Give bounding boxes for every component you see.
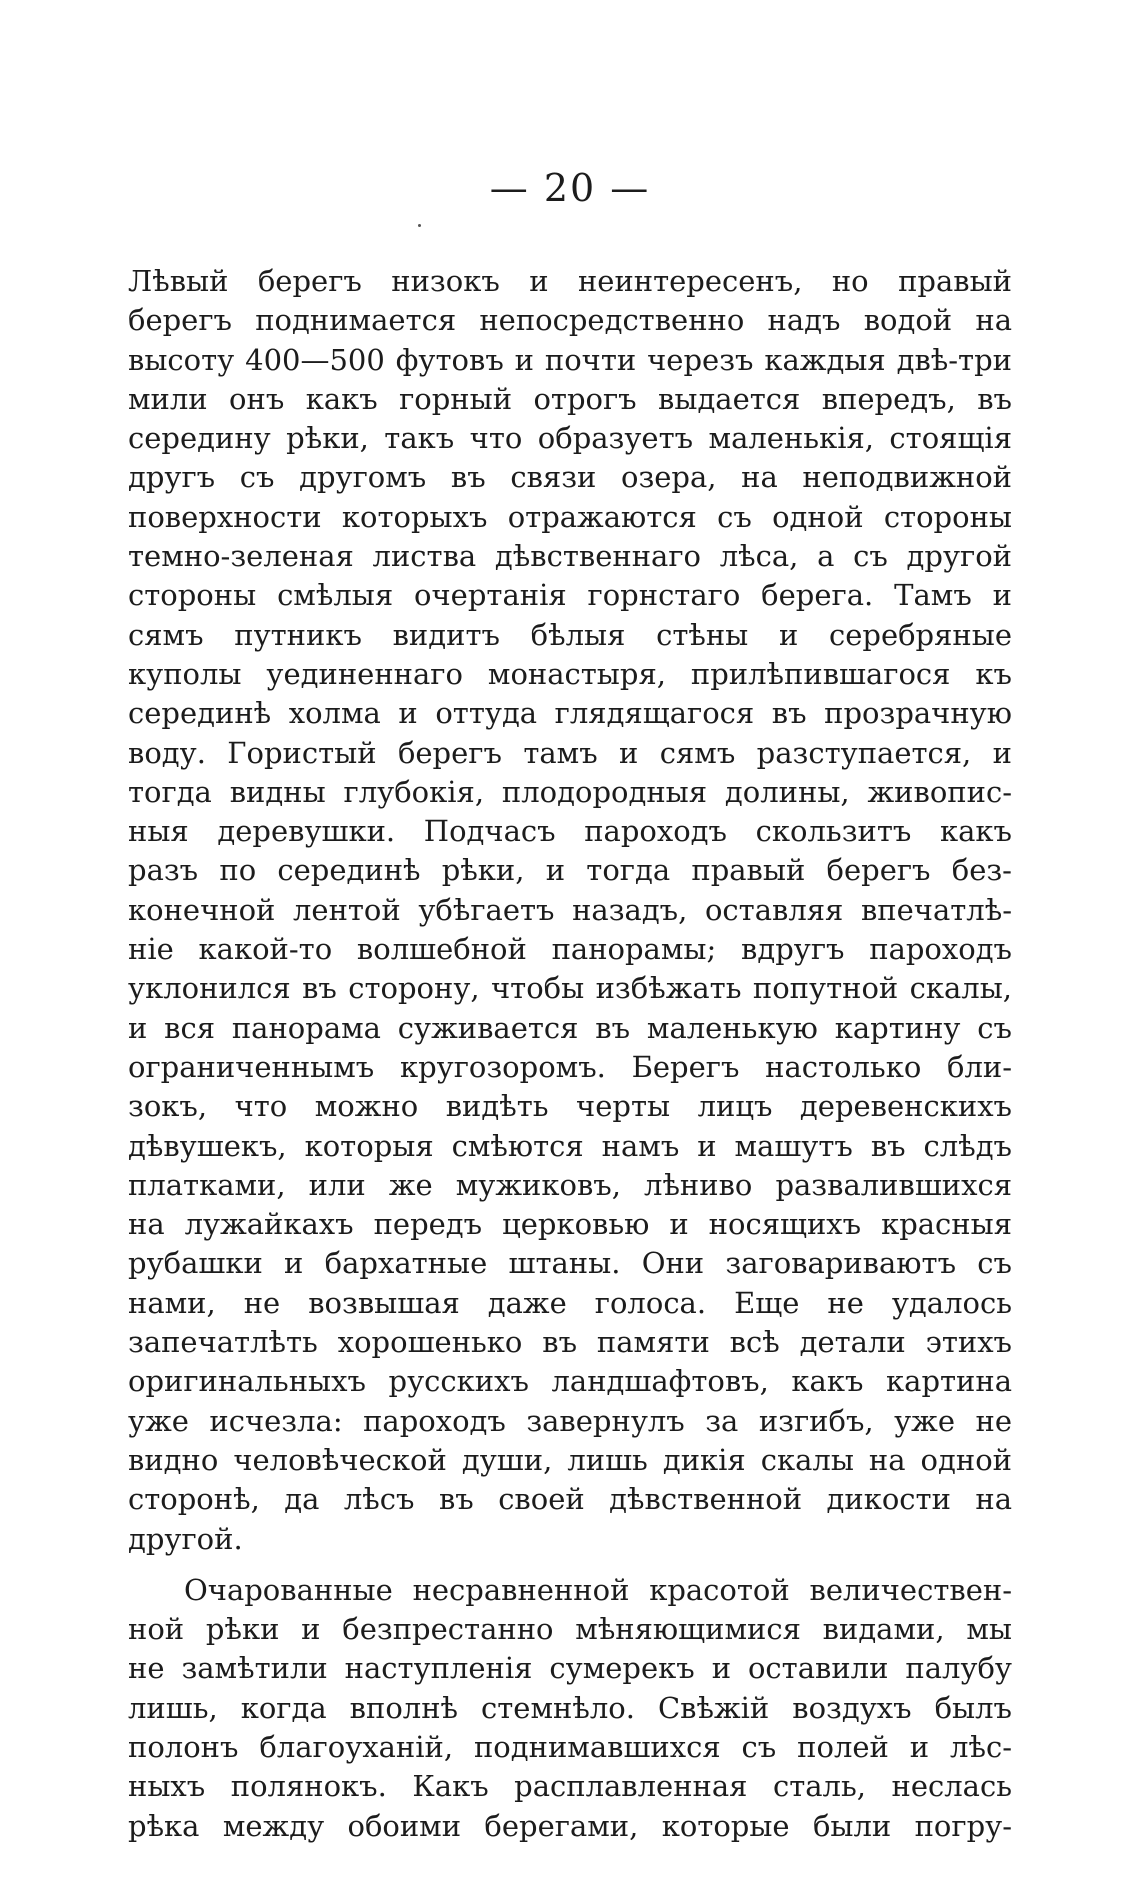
text-line: мили онъ какъ горный отрогъ выдается впередъ, въ — [128, 381, 1012, 416]
text-line: и вся панорама суживается въ маленькую картину съ — [128, 1010, 1012, 1045]
text-line: ограниченнымъ кругозоромъ. Берегъ настолько бли- — [128, 1049, 1012, 1084]
print-speck — [418, 224, 421, 227]
text-line: Лѣвый берегъ низокъ и неинтересенъ, но правый — [128, 264, 1012, 298]
text-line: другъ съ другомъ въ связи озера, на неподвижной — [128, 460, 1012, 495]
text-line: видно человѣческой души, лишь дикія скалы на одной — [128, 1442, 1012, 1477]
text-line: куполы уединеннаго монастыря, прилѣпившагося къ — [128, 656, 1012, 691]
paragraph — [128, 262, 1012, 1559]
text-line: тогда видны глубокія, плодородныя долины, живопис- — [128, 774, 1012, 809]
text-line: ныхъ полянокъ. Какъ расплавленная сталь, неслась — [128, 1769, 1012, 1804]
text-line: Очарованные несравненной красотой величествен- — [184, 1572, 1012, 1607]
text-line: дѣвушекъ, которыя смѣются намъ и машутъ въ слѣдъ — [128, 1128, 1012, 1163]
text-line: другой. — [128, 1521, 243, 1556]
text-line: ніе какой-то волшебной панорамы; вдругъ пароходъ — [128, 932, 1012, 967]
text-line: на лужайкахъ передъ церковью и носящихъ красныя — [128, 1207, 1012, 1242]
page-number: — 20 — — [489, 166, 651, 210]
text-line: воду. Гористый берегъ тамъ и сямъ разступается, и — [128, 735, 1012, 770]
text-line: запечатлѣть хорошенько въ памяти всѣ детали этихъ — [128, 1325, 1012, 1360]
text-line: высоту 400—500 футовъ и почти черезъ каждыя двѣ-три — [128, 342, 1012, 377]
text-line: полонъ благоуханій, поднимавшихся съ полей и лѣс- — [128, 1729, 1012, 1764]
text-line: оригинальныхъ русскихъ ландшафтовъ, какъ картина — [128, 1364, 1012, 1399]
text-line: берегъ поднимается непосредственно надъ водой на — [128, 303, 1012, 338]
text-line: серединѣ холма и оттуда глядящагося въ прозрачную — [128, 696, 1012, 731]
text-line: рубашки и бархатные штаны. Они заговариваютъ съ — [128, 1246, 1012, 1281]
text-line: не замѣтили наступленія сумерекъ и оставили палубу — [128, 1651, 1012, 1686]
text-line: лишь, когда вполнѣ стемнѣло. Свѣжій воздухъ былъ — [128, 1690, 1012, 1725]
text-line: сямъ путникъ видитъ бѣлыя стѣны и серебряные — [128, 617, 1012, 652]
text-line: платками, или же мужиковъ, лѣниво развалившихся — [128, 1167, 1012, 1202]
text-line: рѣка между обоими берегами, которые были погру- — [128, 1808, 1012, 1843]
text-line: конечной лентой убѣгаетъ назадъ, оставляя впечатлѣ- — [128, 892, 1012, 927]
text-line: ной рѣки и безпрестанно мѣняющимися видами, мы — [128, 1612, 1012, 1647]
paragraph-gap — [128, 1559, 1012, 1571]
text-line: зокъ, что можно видѣть черты лицъ деревенскихъ — [128, 1089, 1012, 1124]
text-line: уже исчезла: пароходъ завернулъ за изгибъ, уже не — [128, 1403, 1012, 1438]
text-line: нами, не возвышая даже голоса. Еще не удалось — [128, 1285, 1012, 1320]
text-line: ныя деревушки. Подчасъ пароходъ скользитъ какъ — [128, 814, 1012, 849]
text-line: середину рѣки, такъ что образуетъ маленькія, стоящія — [128, 421, 1012, 456]
paragraph — [128, 1571, 1012, 1846]
text-line: поверхности которыхъ отражаются съ одной стороны — [128, 499, 1012, 534]
text-line: разъ по серединѣ рѣки, и тогда правый берегъ без- — [128, 853, 1012, 888]
book-page — [128, 0, 1012, 1889]
body-text — [128, 262, 1012, 1846]
text-line: темно-зеленая листва дѣвственнаго лѣса, а съ другой — [128, 539, 1012, 574]
text-line: уклонился въ сторону, чтобы избѣжать попутной скалы, — [128, 971, 1012, 1006]
text-line: сторонѣ, да лѣсъ въ своей дѣвственной дикости на — [128, 1482, 1012, 1517]
text-line: стороны смѣлыя очертанія горнстаго берега. Тамъ и — [128, 578, 1012, 613]
